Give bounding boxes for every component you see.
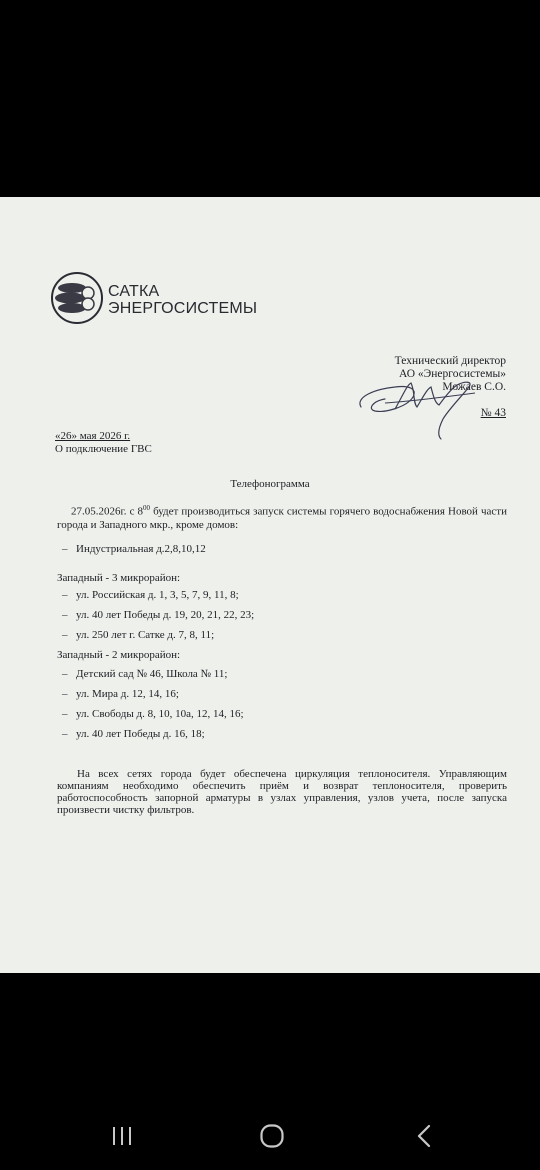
system-navigation-bar [0, 1100, 540, 1170]
list-dash: – [62, 589, 68, 601]
section-3-heading: Западный - 3 микрорайон: [57, 572, 181, 584]
logo-wordmark [108, 283, 257, 317]
list-item [62, 629, 214, 642]
intro-date-text: 27.05.2026г. с 8 [71, 505, 144, 518]
list-item [62, 668, 227, 681]
company-logo [50, 269, 270, 331]
list-item [62, 728, 205, 741]
handwritten-signature [355, 367, 485, 447]
addressee-company: АО «Энергосистемы» [399, 368, 506, 380]
list-item [62, 589, 239, 602]
back-icon [414, 1123, 434, 1149]
list-item-text: Детский сад № 46, Школа № 11; [76, 668, 228, 680]
list-item [62, 543, 206, 556]
list-dash: – [62, 609, 68, 621]
document-photo [0, 197, 540, 973]
home-icon [259, 1123, 285, 1149]
list-item [62, 688, 179, 701]
list-item-text: ул. Российская д. 1, 3, 5, 7, 9, 11, 8; [76, 589, 239, 601]
list-dash: – [62, 543, 68, 555]
closing-paragraph: На всех сетях города будет обеспечена циркуляция теплоносителя. Управляющим компаниям необходимо обеспечить приём и возврат теплоносителя, проверить работоспособность запорной арматуры в узлах управления, узлов учета, после запуска произвести чистку фильтров. [57, 768, 507, 816]
intro-body-text: будет производиться запуск системы горячего водоснабжения Новой части города и Западного мкр., кроме домов: [57, 505, 507, 531]
intro-paragraph [57, 502, 507, 532]
list-dash: – [62, 688, 68, 700]
section-2-heading: Западный - 2 микрорайон: [57, 649, 181, 661]
back-button[interactable] [399, 1118, 449, 1154]
document-subject: О подключение ГВС [55, 443, 152, 455]
logo-line-2: ЭНЕРГОСИСТЕМЫ [108, 300, 258, 317]
company-logo-icon [50, 271, 104, 325]
addressee-name: Можаев С.О. [442, 381, 506, 393]
list-item-text: ул. Мира д. 12, 14, 16; [76, 688, 179, 700]
list-dash: – [62, 668, 68, 680]
list-item-text: Индустриальная д.2,8,10,12 [76, 543, 206, 555]
date-month-year: мая 2026 г. [77, 430, 131, 442]
date-day: «26» [55, 430, 77, 442]
date-block [55, 430, 152, 456]
document-date [55, 430, 152, 443]
logo-line-1: САТКА [108, 283, 160, 300]
list-dash: – [62, 728, 68, 740]
addressee-position: Технический директор [394, 355, 506, 367]
list-item-text: ул. 40 лет Победы д. 19, 20, 21, 22, 23; [76, 609, 255, 621]
list-item [62, 609, 254, 622]
list-dash: – [62, 708, 68, 720]
list-dash: – [62, 629, 68, 641]
list-item-text: ул. 40 лет Победы д. 16, 18; [76, 728, 205, 740]
recent-apps-button[interactable] [97, 1118, 147, 1154]
intro-time-superscript: 00 [143, 504, 151, 512]
document-title: Телефонограмма [230, 478, 310, 490]
list-item-text: ул. 250 лет г. Сатке д. 7, 8, 11; [76, 629, 215, 641]
list-item [62, 708, 244, 721]
recent-apps-icon [110, 1125, 134, 1147]
list-item-text: ул. Свободы д. 8, 10, 10а, 12, 14, 16; [76, 708, 244, 720]
document-number: № 43 [480, 407, 506, 419]
home-button[interactable] [247, 1118, 297, 1154]
